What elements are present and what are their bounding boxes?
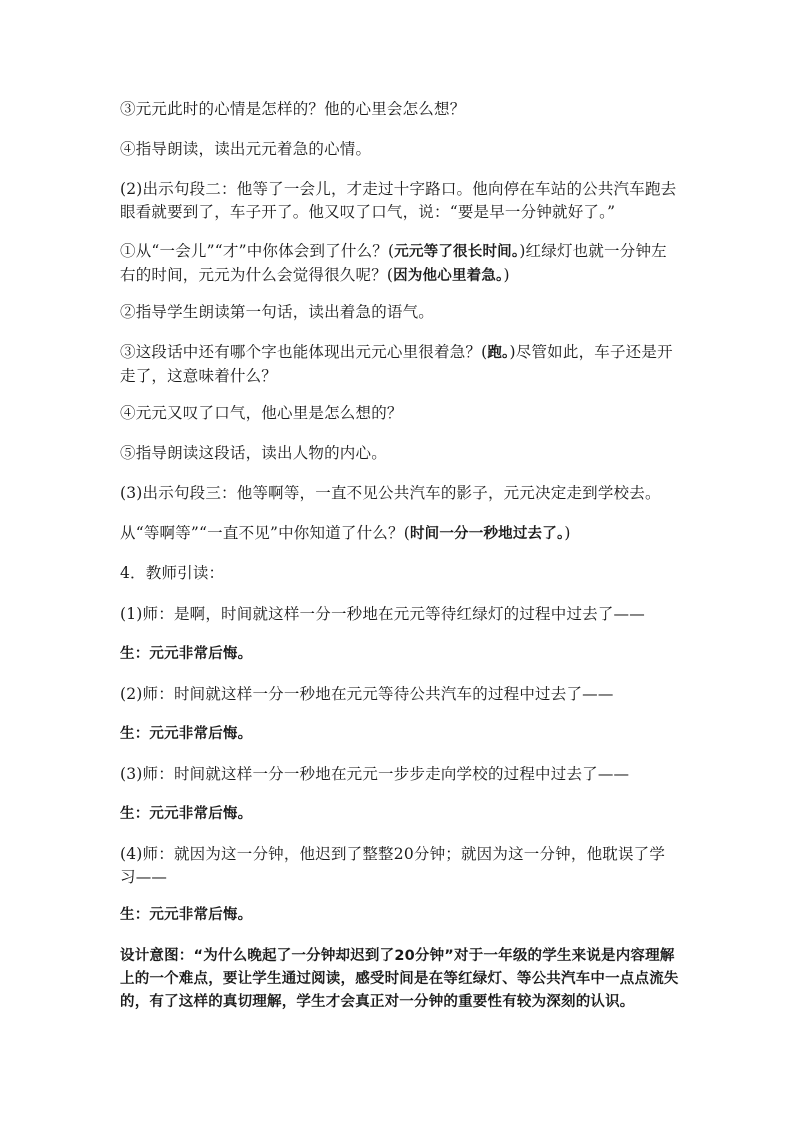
answer-text: 时间一分一秒地过去了。 — [409, 526, 565, 542]
paragraph-teacher-1: (1)师：是啊，时间就这样一分一秒地在元元等待红绿灯的过程中过去了—— — [120, 605, 645, 623]
text-run: ①从“一会儿”“才”中你体会到了什么？( — [120, 242, 395, 260]
paragraph-guide-students: ②指导学生朗读第一句话，读出着急的语气。 — [120, 303, 435, 321]
answer-text: 因为他心里着急。 — [393, 268, 504, 284]
paragraph-question-wait — [120, 522, 680, 546]
paragraph-question-run — [120, 341, 680, 388]
paragraph-student-2: 生：元元非常后悔。 — [120, 726, 253, 742]
paragraph-question-4: ④元元又叹了口气，他心里是怎么想的？ — [120, 404, 403, 422]
paragraph-teacher-2: (2)师：时间就这样一分一秒地在元元等待公共汽车的过程中过去了—— — [120, 685, 614, 703]
answer-text: 元元等了很长时间。 — [394, 244, 520, 260]
text-run: ③这段话中还有哪个字也能体现出元元心里很着急？( — [120, 343, 488, 361]
text-run: 从“等啊等”“一直不见”中你知道了什么？( — [120, 524, 410, 542]
paragraph-excerpt-3: (3)出示句段三：他等啊等，一直不见公共汽车的影子，元元决定走到学校去。 — [120, 484, 661, 502]
paragraph-question-1 — [120, 240, 680, 288]
paragraph-question-3: ③元元此时的心情是怎样的？他的心里会怎么想？ — [120, 100, 466, 118]
paragraph-student-1: 生：元元非常后悔。 — [120, 646, 253, 662]
paragraph-student-3: 生：元元非常后悔。 — [120, 806, 253, 822]
paragraph-question-5: ⑤指导朗读这段话，读出人物的内心。 — [120, 444, 387, 462]
text-run: )红绿灯也就一分钟左右的时间，元元为什么会觉得很久呢？( — [120, 242, 667, 284]
paragraph-guide-reading: ④指导朗读，读出元元着急的心情。 — [120, 140, 372, 158]
paragraph-design-intent: 设计意图：“为什么晚起了一分钟却迟到了20分钟”对于一年级的学生来说是内容理解上的一个难点，要让学生通过阅读，感受时间是在等红绿灯、等公共汽车中一点点流失的，有了这样的真切理解，学生才会真正对一分钟的重要性有较为深刻的认识。 — [120, 948, 679, 1010]
paragraph-teacher-3: (3)师：时间就这样一分一秒地在元元一步步走向学校的过程中过去了—— — [120, 765, 630, 783]
answer-text: 跑。 — [487, 345, 510, 361]
paragraph-student-4: 生：元元非常后悔。 — [120, 907, 253, 923]
text-run: ) — [503, 266, 510, 284]
section-heading-teacher-reading: 4．教师引读： — [120, 564, 225, 582]
paragraph-teacher-4: (4)师：就因为这一分钟，他迟到了整整20分钟；就因为这一分钟，他耽误了学习—— — [120, 845, 666, 886]
paragraph-excerpt-2: (2)出示句段二：他等了一会儿，才走过十字路口。他向停在车站的公共汽车跑去眼看就要到了，车子开了。他又叹了口气，说：“要是早一分钟就好了。” — [120, 180, 677, 221]
text-run: )尽管如此，车子还是开走了，这意味着什么？ — [120, 343, 673, 385]
text-run: ) — [564, 524, 571, 542]
